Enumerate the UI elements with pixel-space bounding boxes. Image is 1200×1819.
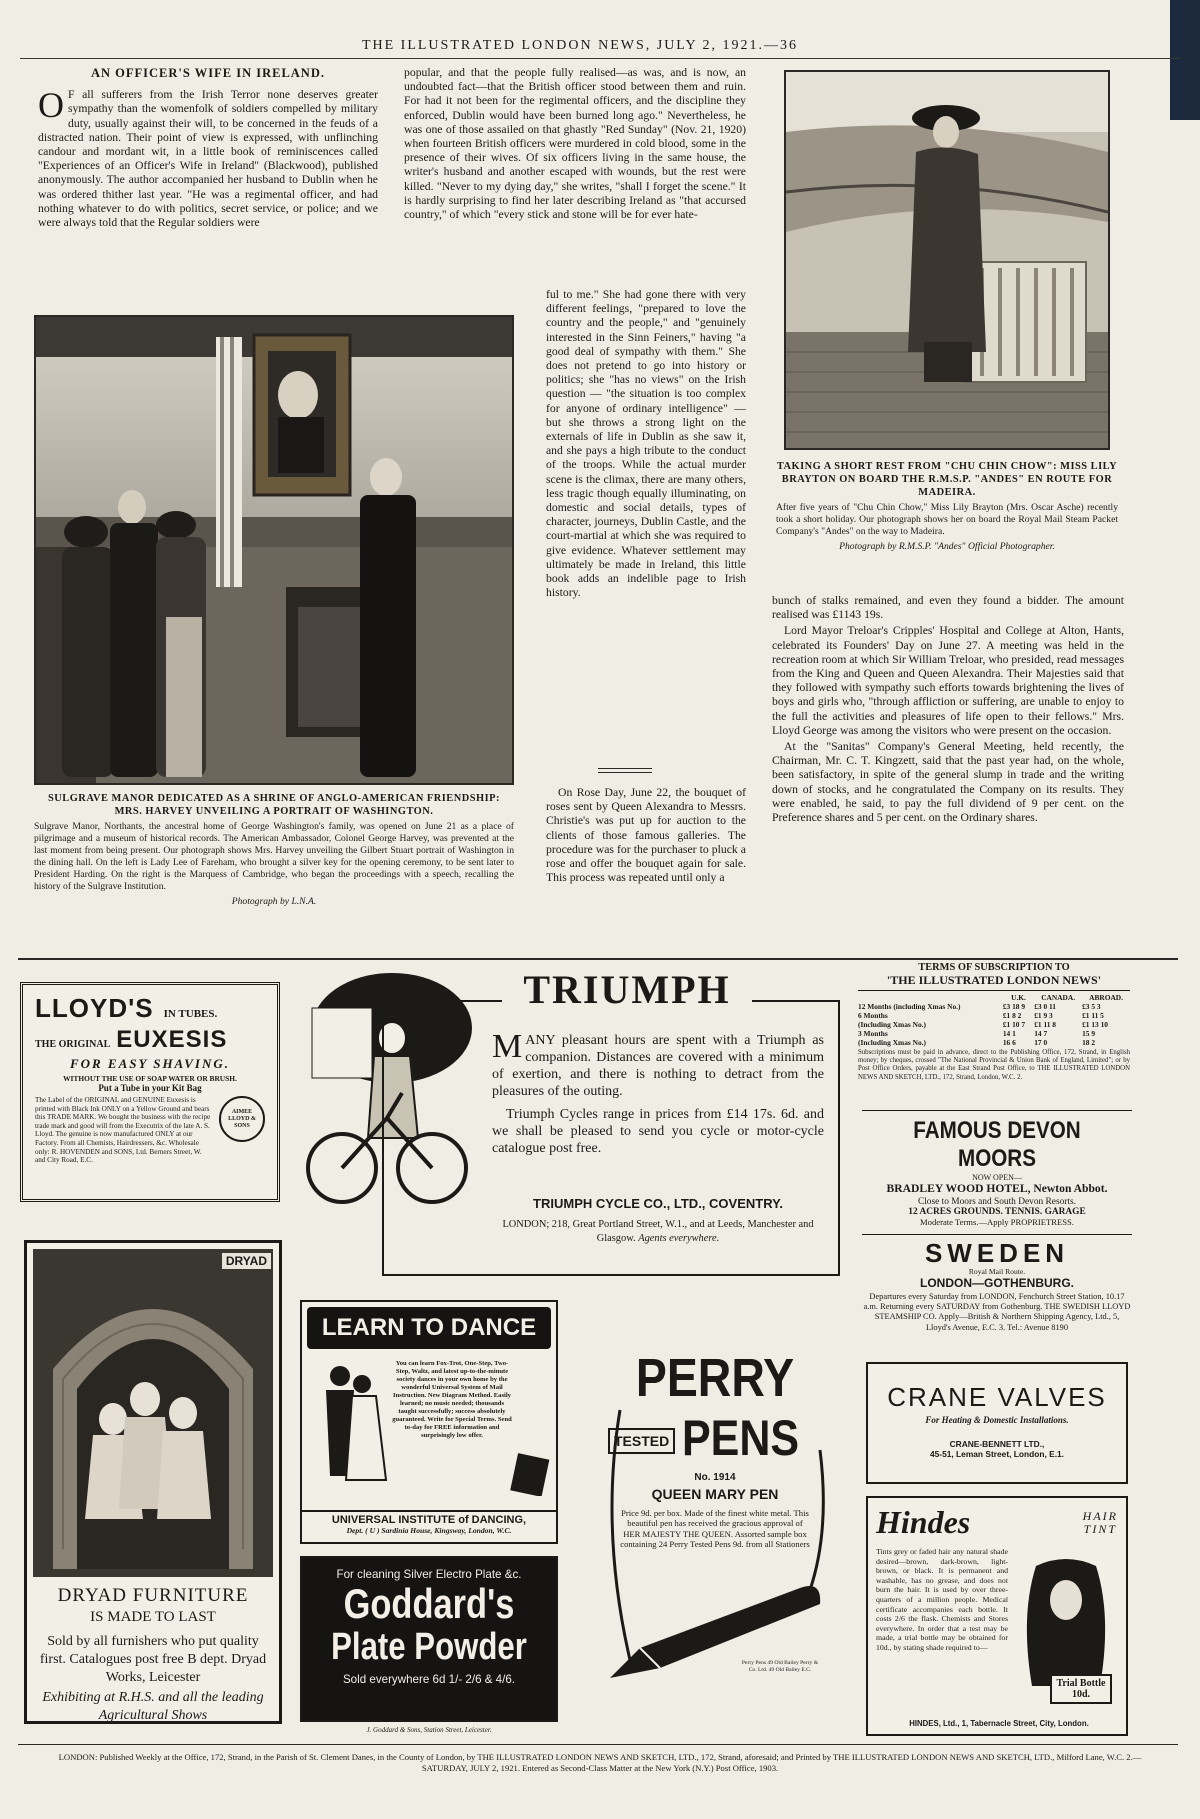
goddard-tagline: For cleaning Silver Electro Plate &c. (336, 1568, 522, 1581)
article-paragraph: At the "Sanitas" Company's General Meeting, held recently, the Chairman, Mr. C. T. Kingzett, said that the past year had, on the whole, been satisfactory, in spite of the general slump in trade and the writing down of stocks, and he congratulated the Company on its results. They were enabled, he said, to pay the full dividend of 9 per cent. on the Preference shares and 5 per cent. on the Ordinary shares. (772, 740, 1124, 825)
goddard-maker: J. Goddard & Sons, Station Street, Leicester. (366, 1726, 492, 1734)
triumph-brand: TRIUMPH (502, 968, 752, 1012)
goddards-plate-powder-ad (300, 1556, 558, 1722)
terms-table: U.K. CANADA. ABROAD. 12 Months (including Xmas No.) £3 18 9 £3 0 11 £3 5 3 6 Months £1 8 2 £1 9 3 £1 11 5 (Including Xmas No.) £1 10 7 £1 11 8 £1 13 10 3 Months 14 1 14 7 15 9 (Including Xmas No.) 16 6 17 0 18 2 (858, 993, 1130, 1047)
caption-heading: SULGRAVE MANOR DEDICATED AS A SHRINE OF ANGLO-AMERICAN FRIENDSHIP: MRS. HARVEY UNVEILING A PORTRAIT OF WASHINGTON. (48, 793, 500, 817)
perry-brand: PERRY (635, 1348, 795, 1408)
crane-address: 45-51, Leman Street, London, E.1. (929, 1449, 1065, 1459)
lloyds-brand: LLOYD'S (35, 993, 154, 1023)
hindes-brand: Hindes (876, 1504, 971, 1540)
terms-title1: TERMS OF SUBSCRIPTION TO (918, 962, 1070, 973)
caption-body: After five years of "Chu Chin Chow," Miss Lily Brayton (Mrs. Oscar Asche) recently took a short holiday. Our photograph shows her on board the Royal Mail Steam Packet Company's "Andes" on the way to Madeira. (776, 502, 1118, 537)
perry-body: Price 9d. per box. Made of the finest white metal. This beautiful pen has received the gracious approval of HER MAJESTY THE QUEEN. Assorted sample box containing 24 Perry Tested Pens 9d. from all Stationers (620, 1508, 810, 1550)
goddard-brand2: Plate Powder (331, 1626, 527, 1668)
dance-dept: Dept. ( U ) Sardinia House, Kingsway, London, W.C. (346, 1526, 512, 1535)
terms-row: (Including Xmas No.) 16 6 17 0 18 2 (858, 1038, 1096, 1047)
dance-couple-illustration (310, 1356, 390, 1486)
devon-hotel: BRADLEY WOOD HOTEL, Newton Abbot. (886, 1182, 1108, 1195)
perry-pens: PENS (682, 1410, 800, 1466)
lloyds-in-tubes: IN TUBES. (163, 1008, 218, 1020)
hindes-hair: HAIR (1082, 1508, 1118, 1523)
perry-tested: TESTED (608, 1428, 675, 1454)
sweden-ad (862, 1234, 1132, 1348)
perry-name: QUEEN MARY PEN (651, 1486, 779, 1502)
dance-body: You can learn Fox-Trot, One-Step, Two-Step, Waltz, and latest up-to-the-minute society dances in your own home by the wonderful Universal System of Mail Instruction. New Diagram Method. Easily learned; no music needed; thousands taught successfully; success absolutely guaranteed. Write for Special Terms. Send to-day for FREE information and surprisingly low offer. (392, 1360, 512, 1439)
article-col3 (772, 594, 1124, 827)
dance-booklet-icon (510, 1452, 550, 1496)
lloyds-euxesis-ad (20, 982, 280, 1202)
lloyds-the-original: THE ORIGINAL (35, 1039, 111, 1050)
goddard-brand1: Goddard's (343, 1580, 515, 1627)
head-rule (20, 58, 1180, 59)
triumph-address: LONDON; 218, Great Portland Street, W.1., and at Leeds, Manchester and Glasgow. Agents everywhere. (502, 1219, 814, 1244)
lloyds-line2: Put a Tube in your Kit Bag (98, 1083, 202, 1093)
sulgrave-caption (34, 792, 514, 907)
hindes-trial-badge: Trial Bottle 10d. (1050, 1674, 1112, 1704)
separator-mark (598, 772, 652, 773)
brayton-photo (784, 70, 1110, 450)
terms-body: Subscriptions must be paid in advance, direct to the Publishing Office, 172, Strand, in English money; by cheques, crossed "The National Provincial & Union Bank of England, Limited"; or by Post Office Orders, payable at the East Strand Post Office, to THE ILLUSTRATED LONDON NEWS AND SKETCH, LTD., 172, Strand, London, W.C. 2. (858, 1049, 1130, 1081)
dryad-body: Sold by all furnishers who put quality first. Catalogues post free B dept. Dryad Works, Leicester (39, 1634, 267, 1685)
hindes-body: Tints grey or faded hair any natural shade desired—brown, dark-brown, light-brown, or black. It is permanent and washable, has no grease, and does not burn the hair. It is used by over three-quarters of a million people. Medical certificate accompanies each bottle. It costs 2/6 the flask. Chemists and Stores everywhere. In order that a test may be made, a trial bottle may be obtained for 10d., by stating shade required to— (876, 1547, 1008, 1652)
footer-rule (18, 1744, 1178, 1745)
devon-line2: Close to Moors and South Devon Resorts. (917, 1197, 1077, 1207)
terms-title2: 'THE ILLUSTRATED LONDON NEWS' (858, 973, 1130, 991)
dryad-photo (33, 1249, 273, 1577)
lloyds-trade-mark: AIMEE LLOYD & SONS (219, 1096, 265, 1142)
devon-line4: Moderate Terms.—Apply PROPRIETRESS. (920, 1217, 1074, 1227)
brayton-caption (776, 460, 1118, 552)
dryad-furniture-ad (24, 1240, 282, 1724)
triumph-text: MANY pleasant hours are spent with a Triumph as companion. Distances are covered with a minimum of exertion, and there is nothing to detract from the pleasures of the outing. Triumph Cycles range in prices from £14 17s. 6d. and we shall be pleased to send you cycle or motor-cycle catalogue post free. (492, 1028, 824, 1156)
learn-to-dance-ad (300, 1300, 558, 1544)
article-paragraph: Lord Mayor Treloar's Cripples' Hospital and College at Alton, Hants, celebrated its Founders' Day on June 27. A meeting was held in the recreation room at which Sir William Treloar, who presided, read messages from the King and Queen and Queen Alexandra. Their Majesties said that they followed with sympathy such efforts towards brightening the lives of boys and girls who, "through affliction or suffering, are unable to enjoy to the full the activities and pleasures of life open to their fellows." Mrs. Lloyd George was among the visitors who were present on the occasion. (772, 624, 1124, 737)
devon-line3: 12 ACRES GROUNDS. TENNIS. GARAGE (908, 1207, 1086, 1217)
lloyds-line1: WITHOUT THE USE OF SOAP WATER OR BRUSH. (63, 1074, 237, 1083)
perry-maker: Perry Pens 49 Old Bailey Perry & Co. Ltd. 49 Old Bailey E.C. (741, 1660, 819, 1673)
article-paragraph: ful to me." She had gone there with very different feelings, "prepared to love the country and the people," and "genuinely interested in the Sinn Feiners," having "a good deal of sympathy with them." She does not pretend to go into history or politics; she "has no views" on the Irish question — "the situation is too complex for anyone of ordinary intelligence" — but she throws a strong light on the externals of life in Dublin as she saw it, and she pays a high tribute to the conduct of the troops. While the actual murder scene is the climax, there are many others, less tragic though equally illuminating, on domestic and social details, types of character, journeys, Dublin Castle, and the court-martial at which she was required to give evidence. Whatever settlement may ultimately be made in Ireland, this little book adds an indelible page to Irish history. (546, 288, 746, 600)
article-paragraph: O F all sufferers from the Irish Terror none deserves greater sympathy than the womenfolk of soldiers compelled by military duty, usually against their will, to be concerned in the feuds of a distracted nation. Their point of view is expressed, with unflinching candour and mordant wit, in a little book of reminiscences called "Experiences of an Officer's Wife in Ireland" (Blackwood), published anonymously. The author accompanied her husband to Dublin when he was ordered thither last year. "He was a regimental officer, and had nothing whatever to do with politics, secret service, or police; and we were always told that the Regular soldiers were (38, 85, 378, 230)
perry-number: No. 1914 (694, 1472, 736, 1483)
terms-row: (Including Xmas No.) £1 10 7 £1 11 8 £1 13 10 (858, 1020, 1108, 1029)
terms-row: 6 Months £1 8 2 £1 9 3 £1 11 5 (858, 1011, 1104, 1020)
dryad-subtitle: IS MADE TO LAST (90, 1609, 216, 1625)
imprint-footer: LONDON: Published Weekly at the Office, 172, Strand, in the Parish of St. Clement Danes, in the County of London, by THE ILLUSTRATED LONDON NEWS AND SKETCH, LTD., 172, Strand, aforesaid; and Printed by THE ILLUSTRATED LONDON NEWS AND SKETCH, LTD., Milford Lane, W.C. 2.—SATURDAY, JULY 2, 1921. Entered as Second-Class Matter at the New York (N.Y.) Post Office, 1903. (58, 1752, 1142, 1773)
crane-company: CRANE-BENNETT LTD., (949, 1439, 1045, 1449)
triumph-dropcap: M (492, 1028, 523, 1065)
dropcap: O (38, 85, 64, 126)
devon-moors-ad (862, 1110, 1132, 1228)
section-rule (18, 958, 1178, 960)
hindes-hair-tint-ad (866, 1496, 1128, 1736)
sulgrave-photo (34, 315, 514, 785)
article-col2-bottom (546, 786, 746, 887)
dryad-italic: Exhibiting at R.H.S. and all the leading Agricultural Shows (42, 1690, 264, 1723)
terms-of-subscription (858, 962, 1130, 1098)
separator-mark (598, 768, 652, 769)
lloyds-tagline: FOR EASY SHAVING. (69, 1056, 231, 1071)
sweden-title: SWEDEN (924, 1238, 1070, 1268)
devon-now-open: NOW OPEN— (972, 1173, 1022, 1182)
dance-institute: UNIVERSAL INSTITUTE of DANCING, (302, 1510, 556, 1526)
article-col2-top (404, 66, 746, 224)
crane-title: CRANE VALVES (887, 1382, 1107, 1412)
lloyds-body: The Label of the ORIGINAL and GENUINE Euxesis is printed with Black Ink ONLY on a Yellow Ground and bears this TRADE MARK. We bought the business with the recipe trade mark and good will from the Executrix of the late A. S. Lloyd. The genuine is now manufactured ONLY at our Factory. From all Chemists, Hairdressers, &c. Wholesale only: R. HOVENDEN and SONS, Ltd. Berners Street, W. and City Road, E.C. (35, 1096, 211, 1165)
caption-heading: TAKING A SHORT REST FROM "CHU CHIN CHOW": MISS LILY BRAYTON ON BOARD THE R.M.S.P. "ANDES" EN ROUTE FOR MADEIRA. (776, 461, 1118, 498)
hindes-tint: TINT (1083, 1521, 1118, 1536)
goddard-sold: Sold everywhere 6d 1/- 2/6 & 4/6. (342, 1673, 516, 1686)
terms-row: 12 Months (including Xmas No.) £3 18 9 £3 0 11 £3 5 3 (858, 1002, 1101, 1011)
page-edge (1170, 0, 1200, 120)
caption-body: Sulgrave Manor, Northants, the ancestral home of George Washington's family, was opened on June 21 as a place of pilgrimage and a museum of historical records. The American Ambassador, Colonel George Harvey, was prevented at the last moment from being present. Our photograph shows Mrs. Harvey unveiling the Gilbert Stuart portrait of Washington in the dining hall. On the left is Lady Lee of Fareham, who brought a silver key for the opening ceremony, to be sent later to President Harding. On the right is the Marquess of Cambridge, who began the proceedings with a speech, recalling the history of the Sulgrave Institution. (34, 821, 514, 892)
crane-valves-ad (866, 1362, 1128, 1484)
sweden-subtitle: LONDON—GOTHENBURG. (920, 1276, 1074, 1290)
caption-credit: Photograph by L.N.A. (231, 896, 317, 907)
sweden-body: Departures every Saturday from LONDON, Fenchurch Street Station, 10.17 a.m. Returning every SATURDAY from Gothenburg. THE SWEDISH LLOYD STEAMSHIP CO. Apply—British & Northern Shipping Agency, Ltd., 5, Lloyd's Avenue, E.C. 3. Tel.: Avenue 8190 (863, 1292, 1131, 1332)
article-paragraph: On Rose Day, June 22, the bouquet of roses sent by Queen Alexandra to Messrs. Christie's was put up for auction to the clients of those famous galleries. The procedure was for the purchaser to pluck a rose and offer the bouquet again for sale. This process was repeated until only a (546, 786, 746, 885)
dryad-corner: DRYAD (222, 1253, 271, 1269)
article-paragraph: bunch of stalks remained, and even they found a bidder. The amount realised was £1143 19s. (772, 594, 1124, 622)
lloyds-product: EUXESIS (116, 1026, 228, 1053)
article-col2-narrow (546, 288, 746, 602)
triumph-ad (302, 968, 840, 1276)
terms-row: 3 Months 14 1 14 7 15 9 (858, 1029, 1096, 1038)
dryad-title: DRYAD FURNITURE (57, 1585, 249, 1606)
caption-credit: Photograph by R.M.S.P. "Andes" Official Photographer. (839, 541, 1055, 552)
perry-nib-text: The Queen Mary Pen (682, 1573, 759, 1610)
crane-subtitle: For Heating & Domestic Installations. (925, 1415, 1069, 1425)
triumph-company: TRIUMPH CYCLE CO., LTD., COVENTRY. (533, 1196, 783, 1211)
hindes-address: HINDES, Ltd., 1, Tabernacle Street, City, London. (909, 1719, 1089, 1728)
perry-pens-ad (590, 1330, 840, 1722)
sweden-route: Royal Mail Route. (968, 1267, 1026, 1276)
running-head: THE ILLUSTRATED LONDON NEWS, JULY 2, 1921.—36 (361, 38, 799, 53)
article-col1 (38, 66, 378, 232)
article-paragraph: popular, and that the people fully realised—as was, and is now, an undoubted fact—that the British officer stood between them and ruin. For had it not been for the regimental officers, and the discipline they enforced, Dublin would have been burned long ago." Nevertheless, he was one of those assailed on that ghastly "Red Sunday" (Nov. 21, 1920) when fourteen British officers were murdered in cold blood, some in the presence of their wives. Of six officers living in the same house, the writer's husband and another escaped with wounds, but the rest were killed. "Never to my dying day," she writes, "shall I forget the scene." It is hardly surprising to find her later describing Ireland as "that accursed country," of which "every stick and stone will be for ever hate- (404, 66, 746, 222)
article-title: AN OFFICER'S WIFE IN IRELAND. (90, 66, 325, 80)
devon-title: FAMOUS DEVON MOORS (913, 1117, 1081, 1172)
dance-title: LEARN TO DANCE (307, 1307, 551, 1349)
